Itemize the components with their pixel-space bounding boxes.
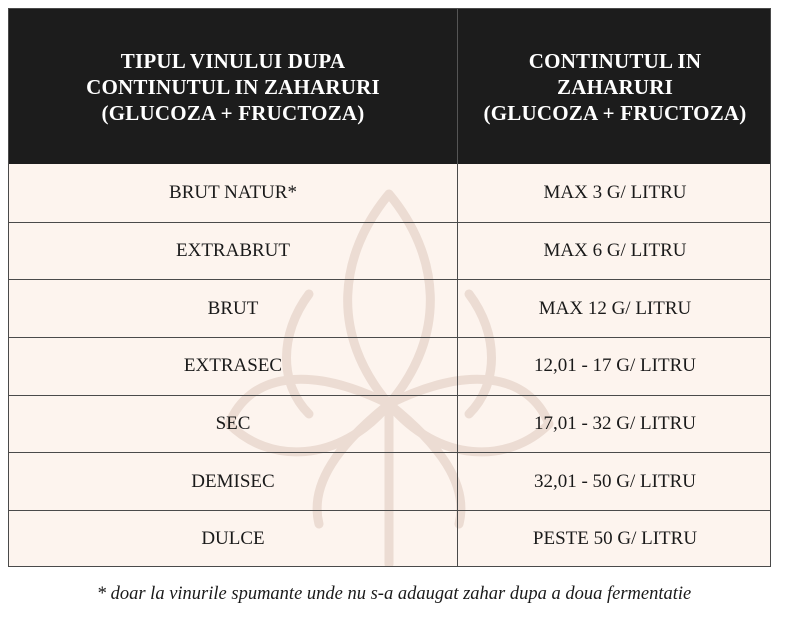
sugar-content-cell: 17,01 - 32 G/ LITRU (533, 413, 696, 435)
header-wine-type: TIPUL VINULUI DUPA CONTINUTUL IN ZAHARURI (GLUCOZA + FRUCTOZA) (9, 9, 458, 164)
header-sugar-content: CONTINUTUL IN ZAHARURI (GLUCOZA + FRUCTOZA) (483, 48, 747, 125)
table-row (9, 222, 771, 280)
sugar-content-cell: MAX 6 G/ LITRU (543, 240, 687, 262)
table-body (9, 164, 771, 567)
wine-type-cell: BRUT NATUR* (9, 164, 458, 222)
table-row (9, 510, 771, 567)
table-row (9, 395, 771, 453)
footnote: * doar la vinurile spumante unde nu s-a adaugat zahar dupa a doua fermentatie (96, 584, 692, 604)
wine-type-cell: EXTRABRUT (9, 223, 458, 280)
table-row (9, 452, 771, 510)
wine-type-cell: DEMISEC (9, 453, 458, 510)
sugar-content-cell: 12,01 - 17 G/ LITRU (533, 355, 696, 377)
sugar-content-cell: MAX 12 G/ LITRU (538, 297, 692, 319)
wine-type-cell: DULCE (9, 511, 458, 567)
table-header (9, 9, 771, 164)
wine-type-cell: EXTRASEC (9, 338, 458, 395)
table-row (9, 279, 771, 337)
wine-type-cell: SEC (9, 396, 458, 453)
sugar-content-cell: PESTE 50 G/ LITRU (532, 528, 698, 550)
sugar-content-cell: MAX 3 G/ LITRU (543, 181, 687, 203)
table-row (9, 164, 771, 222)
table-row (9, 337, 771, 395)
sugar-content-table (8, 8, 771, 567)
sugar-content-cell: 32,01 - 50 G/ LITRU (533, 470, 696, 492)
wine-type-cell: BRUT (9, 280, 458, 337)
